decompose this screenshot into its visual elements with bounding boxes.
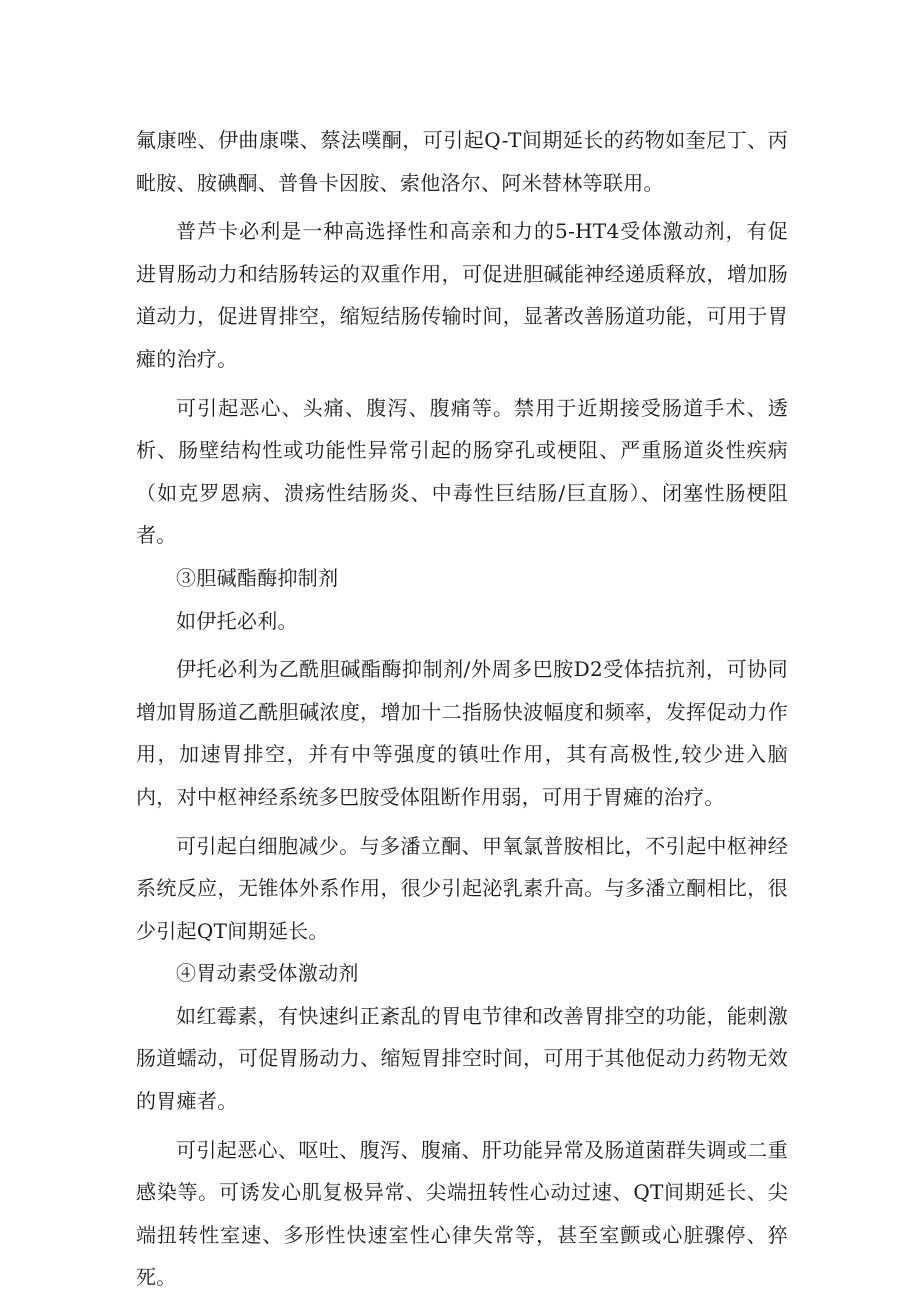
paragraph-itopride-mechanism: 伊托必利为乙酰胆碱酯酶抑制剂/外周多巴胺D2受体拮抗剂，可协同增加胃肠道乙酰胆碱浓度，增加十二指肠快波幅度和频率，发挥促动力作用，加速胃排空，并有中等强度的镇吐作用，其有高极性,较少进入脑内，对中枢神经系统多巴胺受体阻断作用弱，可用于胃瘫的治疗。 xyxy=(136,657,788,809)
section-heading-motilin-agonists: ④胃动素受体激动剂 xyxy=(176,961,359,986)
paragraph-itopride-adverse-effects: 可引起白细胞减少。与多潘立酮、甲氧氯普胺相比，不引起中枢神经系统反应，无锥体外系作用，很少引起泌乳素升高。与多潘立酮相比，很少引起QT间期延长。 xyxy=(136,833,788,943)
paragraph-itopride-example: 如伊托必利。 xyxy=(176,608,298,633)
paragraph-drug-interactions: 氟康唑、伊曲康喋、蔡法噗酮，可引起Q-T间期延长的药物如奎尼丁、丙毗胺、胺碘酮、普鲁卡因胺、索他洛尔、阿米替林等联用。 xyxy=(136,128,788,195)
paragraph-erythromycin-mechanism: 如红霉素，有快速纠正紊乱的胃电节律和改善胃排空的功能，能刺激肠道蠕动，可促胃肠动力、缩短胃排空时间，可用于其他促动力药物无效的胃瘫者。 xyxy=(136,1003,788,1114)
paragraph-prucalopride-mechanism: 普芦卡必利是一种高选择性和高亲和力的5-HT4受体激动剂，有促进胃肠动力和结肠转运的双重作用，可促进胆碱能神经递质释放，增加肠道动力，促进胃排空，缩短结肠传输时间，显著改善肠道功能，可用于胃瘫的治疗。 xyxy=(136,219,788,371)
section-heading-cholinesterase-inhibitors: ③胆碱酯酶抑制剂 xyxy=(176,565,339,590)
paragraph-prucalopride-adverse-effects: 可引起恶心、头痛、腹泻、腹痛等。禁用于近期接受肠道手术、透析、肠壁结构性或功能性异常引起的肠穿孔或梗阻、严重肠道炎性疾病（如克罗恩病、溃疡性结肠炎、中毒性巨结肠/巨直肠）、闭塞性肠梗阻者。 xyxy=(136,395,788,548)
paragraph-erythromycin-adverse-effects: 可引起恶心、呕吐、腹泻、腹痛、肝功能异常及肠道菌群失调或二重感染等。可诱发心肌复极异常、尖端扭转性心动过速、QT间期延长、尖端扭转性室速、多形性快速室性心律失常等，甚至室颤或心脏骤停、猝死。 xyxy=(136,1137,788,1290)
